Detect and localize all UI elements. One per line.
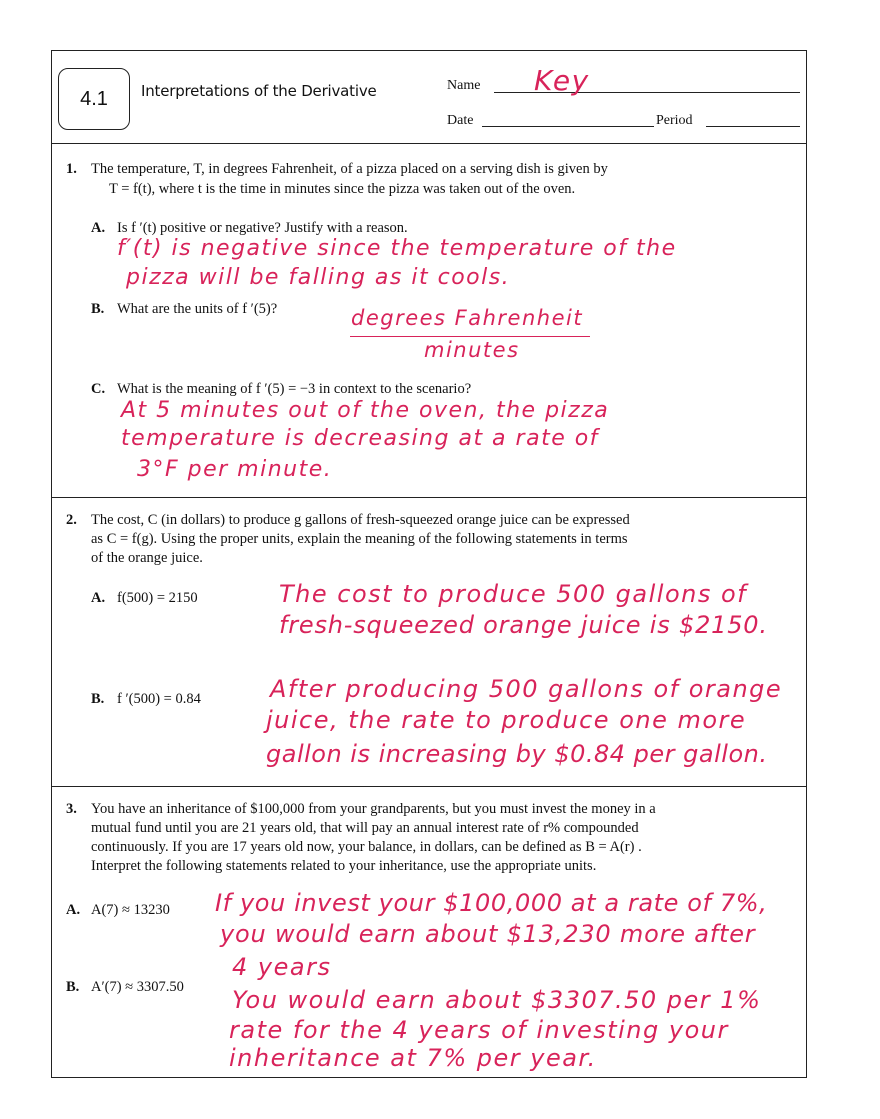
problem3-b-statement: A′(7) ≈ 3307.50	[91, 979, 184, 995]
period-line	[706, 126, 800, 127]
name-label: Name	[447, 78, 481, 93]
problem3-a-statement: A(7) ≈ 13230	[91, 902, 170, 918]
problem3-number: 3.	[66, 801, 77, 817]
problem3-a-letter: A.	[66, 902, 81, 918]
name-value: Key	[534, 64, 590, 97]
problem2-stem-line3: of the orange juice.	[91, 550, 203, 566]
problem2-b-answer-line3: gallon is increasing by $0.84 per gallon.	[266, 740, 768, 768]
problem2-a-statement: f(500) = 2150	[117, 590, 198, 606]
problem1-c-answer-line2: temperature is decreasing at a rate of	[121, 426, 599, 451]
problem3-stem-line3: continuously. If you are 17 years old now, your balance, in dollars, can be defined as B = A(r) .	[91, 839, 642, 855]
problem3-b-letter: B.	[66, 979, 80, 995]
problem2-number: 2.	[66, 512, 77, 528]
problem1-a-letter: A.	[91, 220, 106, 236]
problem3-b-answer-line1: You would earn about $3307.50 per 1%	[232, 986, 762, 1014]
problem1-a-question: Is f ′(t) positive or negative? Justify with a reason.	[117, 220, 408, 236]
problem1-b-question: What are the units of f ′(5)?	[117, 301, 278, 317]
problem2-b-letter: B.	[91, 691, 105, 707]
divider-problem1	[51, 497, 807, 498]
problem1-c-letter: C.	[91, 381, 106, 397]
problem3-a-answer-line3: 4 years	[232, 953, 332, 981]
period-label: Period	[656, 113, 693, 128]
problem1-stem-line2: T = f(t), where t is the time in minutes since the pizza was taken out of the oven.	[109, 181, 576, 197]
fraction-bar	[350, 336, 590, 337]
problem2-stem-line2: as C = f(g). Using the proper units, explain the meaning of the following statements in terms	[91, 531, 628, 547]
lesson-number-box	[58, 68, 130, 130]
problem3-stem-line1: You have an inheritance of $100,000 from your grandparents, but you must invest the money in a	[91, 801, 656, 817]
problem2-a-letter: A.	[91, 590, 106, 606]
problem1-c-answer-line3: 3°F per minute.	[137, 457, 333, 482]
problem3-stem-line2: mutual fund until you are 21 years old, that will pay an annual interest rate of r% compounded	[91, 820, 639, 836]
lesson-number: 4.1	[80, 87, 108, 110]
problem2-a-answer-line1: The cost to produce 500 gallons of	[279, 580, 748, 608]
problem2-stem-line1: The cost, C (in dollars) to produce g gallons of fresh-squeezed orange juice can be expressed	[91, 512, 630, 528]
problem2-b-answer-line2: juice, the rate to produce one more	[266, 706, 747, 734]
problem1-b-answer-denominator: minutes	[424, 338, 520, 362]
problem3-b-answer-line3: inheritance at 7% per year.	[229, 1044, 597, 1072]
problem1-a-answer-line1: f′(t) is negative since the temperature of the	[117, 236, 677, 261]
problem1-c-question: What is the meaning of f ′(5) = −3 in context to the scenario?	[117, 381, 472, 397]
problem1-c-answer-line1: At 5 minutes out of the oven, the pizza	[121, 398, 610, 423]
problem3-a-answer-line2: you would earn about $13,230 more after	[220, 920, 756, 948]
problem2-a-answer-line2: fresh-squeezed orange juice is $2150.	[279, 611, 768, 639]
problem2-b-statement: f ′(500) = 0.84	[117, 691, 201, 707]
divider-header	[51, 143, 807, 144]
problem2-b-answer-line1: After producing 500 gallons of orange	[270, 675, 783, 703]
problem3-b-answer-line2: rate for the 4 years of investing your	[229, 1016, 729, 1044]
problem1-stem-line1: The temperature, T, in degrees Fahrenheit, of a pizza placed on a serving dish is given by	[91, 161, 608, 177]
problem1-a-answer-line2: pizza will be falling as it cools.	[126, 265, 511, 290]
problem1-b-letter: B.	[91, 301, 105, 317]
date-line	[482, 126, 654, 127]
date-label: Date	[447, 113, 474, 128]
worksheet-title: Interpretations of the Derivative	[141, 82, 377, 100]
divider-problem2	[51, 786, 807, 787]
problem1-number: 1.	[66, 161, 77, 177]
problem1-b-answer-numerator: degrees Fahrenheit	[351, 306, 584, 330]
problem3-a-answer-line1: If you invest your $100,000 at a rate of 7%,	[215, 889, 768, 917]
problem3-stem-line4: Interpret the following statements related to your inheritance, use the appropriate units.	[91, 858, 597, 874]
